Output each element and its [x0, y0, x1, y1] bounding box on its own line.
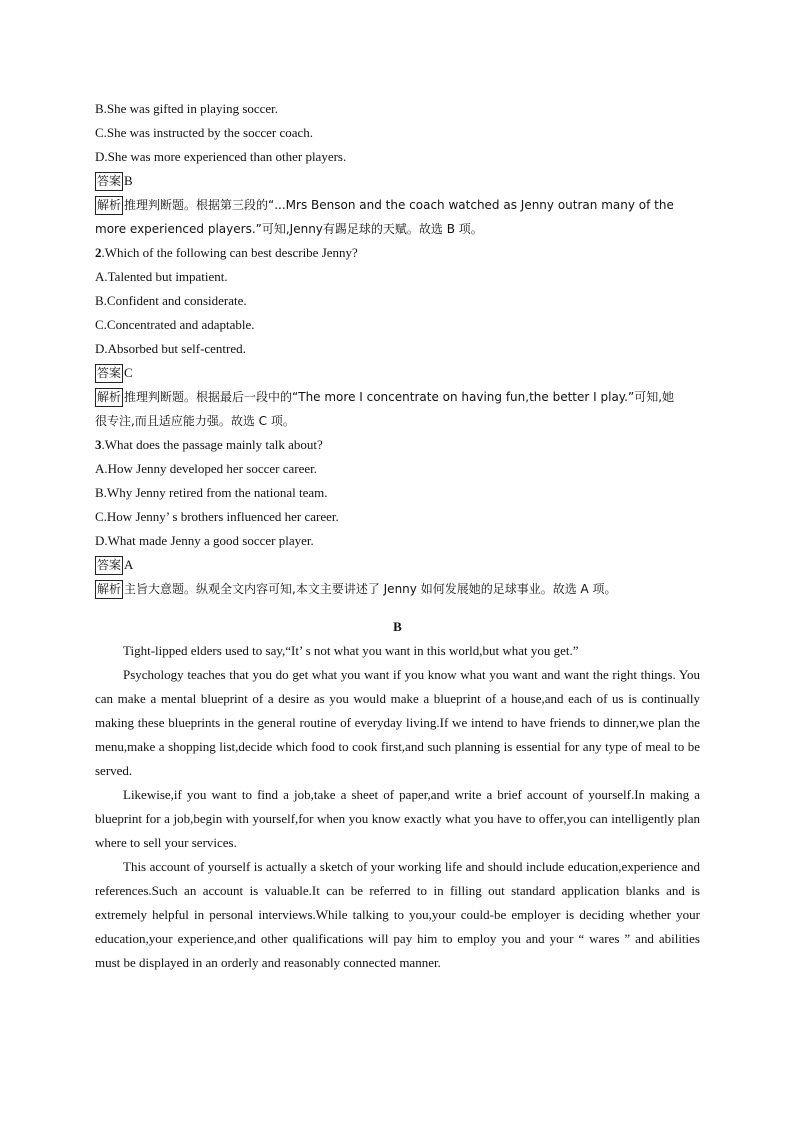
q2-option-a: A.Talented but impatient. [95, 269, 228, 284]
q3-stem [95, 433, 700, 457]
q3-option-b: B.Why Jenny retired from the national team. [95, 485, 328, 500]
q1-option-b: B.She was gifted in playing soccer. [95, 101, 279, 116]
passage [95, 639, 700, 975]
answer-tag: 答案 [95, 556, 123, 575]
analysis-tag: 解析 [95, 196, 123, 215]
answer-value: C [124, 365, 133, 380]
analysis-text: 主旨大意题。纵观全文内容可知,本文主要讲述了 Jenny 如何发展她的足球事业。故选 A 项。 [124, 582, 617, 596]
q1-analysis-cont: more experienced players.”可知,Jenny有踢足球的天赋。故选 B 项。 [95, 222, 483, 236]
section-title: B [393, 619, 402, 634]
passage-paragraph: Likewise,if you want to find a job,take a sheet of paper,and write a brief account of yourself.In making a blueprint for a job,begin with yourself,for when you know exactly what you have to offer,you can intelligently plan where to sell your services. [95, 787, 700, 850]
q1-analysis [95, 193, 700, 217]
answer-tag: 答案 [95, 364, 123, 383]
q2-option-b: B.Confident and considerate. [95, 293, 247, 308]
question-number: 2 [95, 245, 102, 260]
q3-answer [95, 553, 700, 577]
q3-option-a: A.How Jenny developed her soccer career. [95, 461, 317, 476]
q1-answer [95, 169, 700, 193]
q2-answer [95, 361, 700, 385]
q2-stem [95, 241, 700, 265]
analysis-tag: 解析 [95, 388, 123, 407]
answer-tag: 答案 [95, 172, 123, 191]
passage-paragraph: This account of yourself is actually a sketch of your working life and should include education,experience and references.Such an account is valuable.It can be referred to in filling out standard application blanks and is extremely helpful in personal interviews.While talking to you,your could-be employer is deciding whether your education,your experience,and other qualifications will pay him to employ you and your “ wares ” and abilities must be displayed in an orderly and reasonably connected manner. [95, 859, 700, 970]
passage-paragraph: Psychology teaches that you do get what you want if you know what you want and want the right things. You can make a mental blueprint of a desire as you would make a blueprint of a house,and each of us is continually making these blueprints in the general routine of everyday living.If we intend to have friends to dinner,we plan the menu,make a shopping list,decide which food to cook first,and such planning is essential for any type of meal to be served. [95, 667, 700, 778]
analysis-text: 推理判断题。根据第三段的“...Mrs Benson and the coach watched as Jenny outran many of the [124, 198, 674, 212]
q2-option-d: D.Absorbed but self-centred. [95, 341, 246, 356]
q1-option-d: D.She was more experienced than other players. [95, 149, 347, 164]
analysis-text: 推理判断题。根据最后一段中的“The more I concentrate on having fun,the better I play.”可知,她 [124, 390, 675, 404]
q3-option-c: C.How Jenny’ s brothers influenced her career. [95, 509, 339, 524]
analysis-tag: 解析 [95, 580, 123, 599]
answer-value: B [124, 173, 133, 188]
q2-analysis-cont: 很专注,而且适应能力强。故选 C 项。 [95, 414, 295, 428]
passage-paragraph: Tight-lipped elders used to say,“It’ s not what you want in this world,but what you get.” [123, 643, 579, 658]
q2-analysis [95, 385, 700, 409]
q2-option-c: C.Concentrated and adaptable. [95, 317, 255, 332]
question-text: .What does the passage mainly talk about? [101, 437, 323, 452]
answer-value: A [124, 557, 134, 572]
question-number: 3 [95, 437, 102, 452]
document-page [95, 97, 700, 975]
q1-option-c: C.She was instructed by the soccer coach. [95, 125, 314, 140]
q3-analysis [95, 577, 700, 601]
question-text: .Which of the following can best describe Jenny? [101, 245, 358, 260]
q3-option-d: D.What made Jenny a good soccer player. [95, 533, 314, 548]
